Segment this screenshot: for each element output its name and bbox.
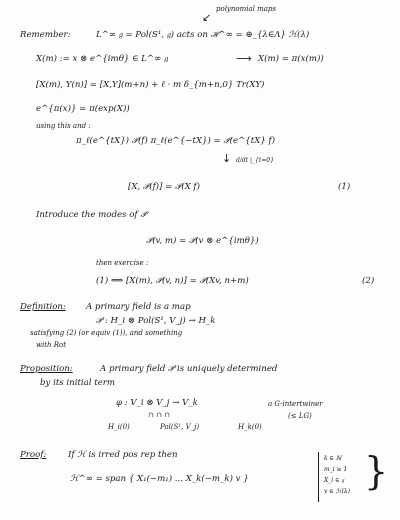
conjugation-relation: π_ℓ(e^{tX}) 𝒫(f) π_ℓ(e^{−tX}) = 𝒫(e^{tX} f) — [76, 136, 276, 146]
mode-image: X(m) = π(x(m)) — [258, 54, 324, 64]
loop-group-note: (≤ LG) — [288, 412, 312, 420]
condition-k: k ∈ ℕ — [324, 455, 342, 462]
modes-definition: 𝒫(v, m) = 𝒫(v ⊗ e^{imθ}) — [146, 236, 259, 246]
commutator-relation: [X(m), Y(n)] = [X,Y](m+n) + ℓ · m δ_{m+n,0} Tr(XY) — [36, 80, 265, 90]
intertwiner-map: φ : V_i ⊗ V_j → V_k — [116, 398, 198, 408]
definition-line-1: A primary field is a map — [86, 302, 191, 312]
equation-2-label: (2) — [362, 276, 375, 286]
proposition-label: Proposition: — [20, 364, 73, 374]
condition-bar — [318, 452, 319, 502]
remember-label: Remember: — [20, 30, 71, 40]
condition-x: X_i ∈ 𝔤 — [324, 477, 345, 484]
space-h-k: H_k(0) — [238, 423, 262, 431]
arrow-down-icon: ↙ — [202, 11, 212, 24]
proposition-line-1: A primary field 𝒫 is uniquely determined — [100, 364, 278, 374]
space-pol: Pol(S¹, V_j) — [160, 423, 200, 431]
remember-formula: L^∞ 𝔤 = Pol(S¹, 𝔤) acts on ℋ^∞ = ⊕_{λ∈Λ} ℋ(λ) — [96, 30, 310, 40]
closing-brace: } — [364, 449, 389, 493]
definition-line-3: satisfying (2) (or equiv (1)), and something — [30, 329, 183, 337]
condition-v: v ∈ ℋ(λ) — [324, 488, 351, 495]
proposition-line-2: by its initial term — [40, 378, 116, 388]
derivative-mark: d/dt |_{t=0} — [236, 157, 274, 164]
arrow-right-icon: ⟶ — [236, 52, 252, 65]
mode-definition: X(m) := x ⊗ e^{imθ} ∈ L^∞ 𝔤 — [36, 54, 168, 64]
equation-1-label: (1) — [338, 182, 351, 192]
proof-label: Proof: — [20, 450, 47, 460]
proof-line: If ℋ is irred pos rep then — [68, 450, 178, 460]
condition-m: m_i ≥ 1 — [324, 466, 348, 473]
equivalence-line: (1) ⟺ [X(m), 𝒫(v, n)] = 𝒫(Xv, n+m) — [96, 276, 249, 286]
intertwiner-label: a G-intertwiner — [268, 400, 323, 408]
top-annotation: polynomial maps — [216, 5, 277, 13]
definition-line-4: with Rot — [36, 341, 67, 349]
space-h-i: H_i(0) — [108, 423, 130, 431]
using-label: using this and : — [36, 122, 91, 130]
derivative-arrow-icon: ↓ — [222, 152, 232, 165]
exercise-line: then exercise : — [96, 259, 149, 267]
span-formula: ℋ^∞ = span { X₁(−m₁) ... X_k(−m_k) v } — [70, 474, 249, 484]
exponential-relation: e^{π(x)} = π(exp(X)) — [36, 104, 130, 114]
definition-line-2: 𝒫 : H_i ⊗ Pol(S¹, V_j) → H_k — [96, 316, 216, 326]
definition-label: Definition: — [20, 302, 66, 312]
introduce-line: Introduce the modes of 𝒫 — [36, 210, 147, 220]
inclusion-symbols: ∩ ∩ ∩ — [148, 411, 171, 419]
bracket-equation: [X, 𝒫(f)] = 𝒫(X f) — [128, 182, 200, 192]
